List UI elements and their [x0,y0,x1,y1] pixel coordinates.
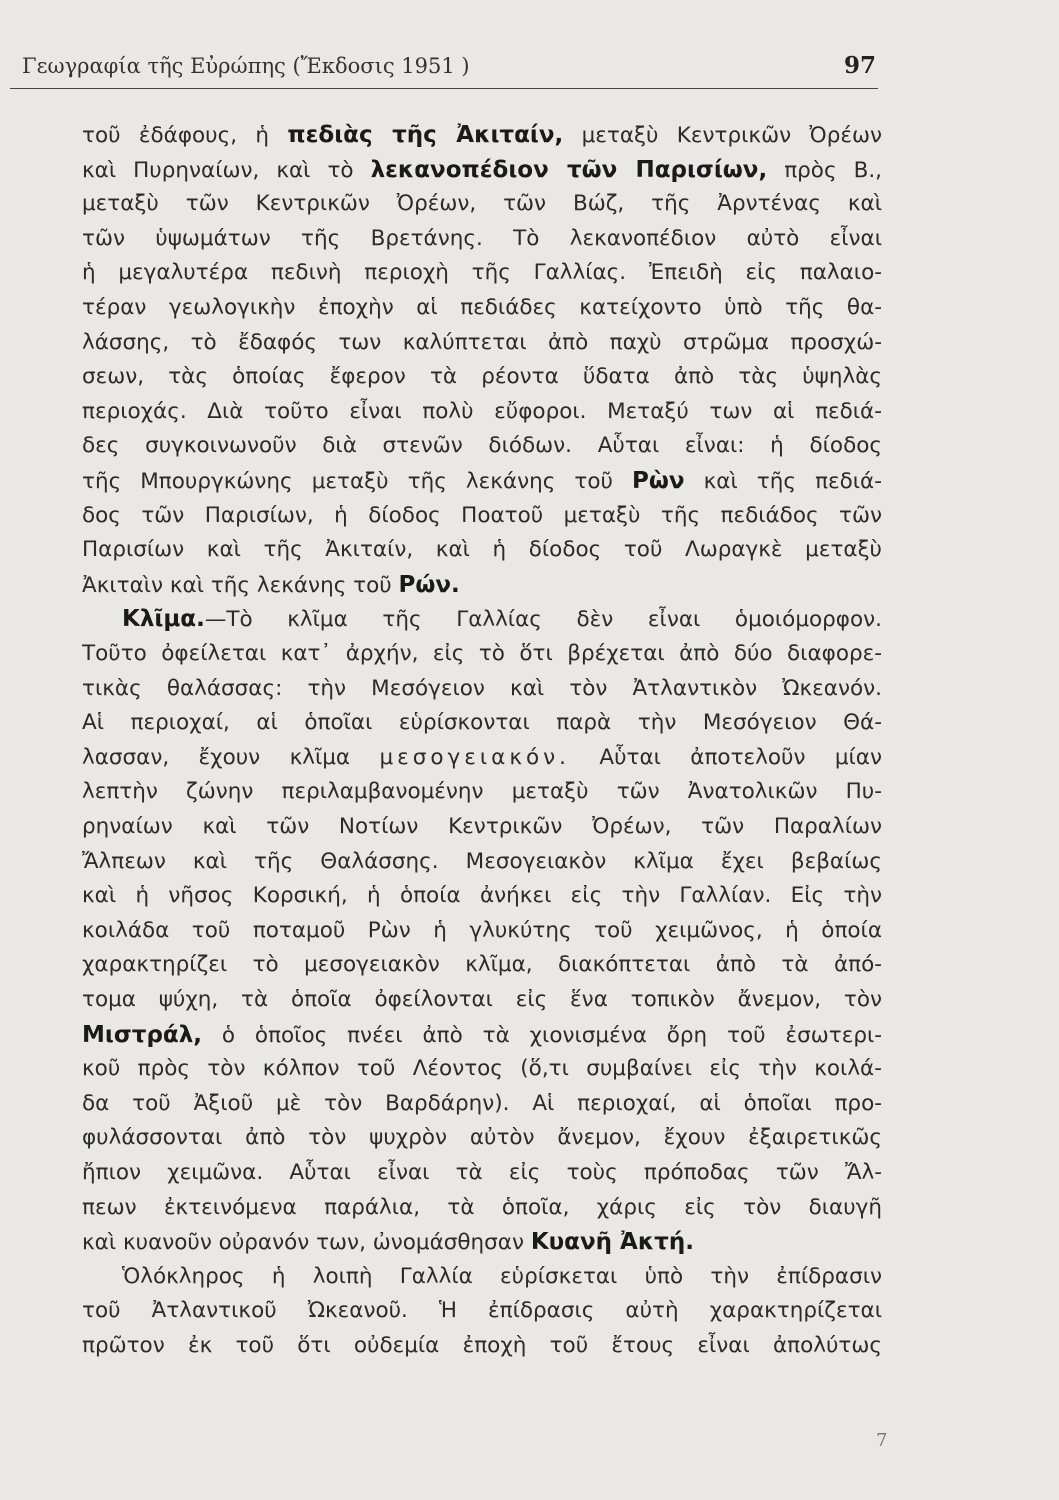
line-text: πρὸς Β., [767,157,882,183]
bold-term: Ρών. [398,571,460,598]
line-text: ἤπιον χειμῶνα. Αὗται εἶναι τὰ εἰς τοὺς πρόποδας τῶν Ἄλ- [82,1160,882,1185]
bold-term: Ρὼν [632,468,685,494]
text-line [82,983,882,1017]
text-line [82,118,882,152]
line-text: χαρακτηρίζει τὸ μεσογειακὸν κλῖμα, διακόπτεται ἀπὸ τὰ ἀπό- [82,952,882,978]
text-line [82,1156,882,1190]
line-text: περιοχάς. Διὰ τοῦτο εἶναι πολὺ εὔφοροι. Μεταξύ των αἱ πεδιά- [82,398,882,424]
page-number: 97 [843,52,876,79]
text-line [82,1121,882,1155]
line-text: δα τοῦ Ἀξιοῦ μὲ τὸν Βαρδάρην). Αἱ περιοχαί, αἱ ὁποῖαι προ- [82,1090,882,1116]
line-text: λασσαν, ἔχουν κλῖμα [82,744,380,770]
line-text: μεταξὺ τῶν Κεντρικῶν Ὀρέων, τῶν Βώζ, τῆς Ἀρντένας καὶ [82,191,882,217]
line-text: Αἱ περιοχαί, αἱ ὁποῖαι εὑρίσκονται παρὰ τὴν Μεσόγειον Θά- [82,710,882,736]
text-line [82,153,882,187]
text-line [82,187,882,221]
line-text: λάσσης, τὸ ἔδαφός των καλύπτεται ἀπὸ παχὺ στρῶμα προσχώ- [82,329,882,355]
line-text: τομα ψύχη, τὰ ὁποῖα ὀφείλονται εἰς ἕνα τοπικὸν ἄνεμον, τὸν [82,987,882,1012]
line-text: καὶ κυανοῦν οὐρανόν των, ὠνομάσθησαν [82,1230,531,1256]
line-text: καὶ Πυρηναίων, καὶ τὸ [82,157,371,183]
line-text: καὶ τῆς πεδιά- [684,469,882,494]
line-text: πεων ἐκτεινόμενα παράλια, τὰ ὁποῖα, χάρις εἰς τὸν διαυγῆ [82,1194,882,1220]
text-line [82,775,882,809]
line-text: τοῦ ἐδάφους, ἡ [82,123,288,148]
line-text: σεων, τὰς ὁποίας ἔφερον τὰ ρέοντα ὕδατα ἀπὸ τὰς ὑψηλὰς [82,364,882,390]
line-text: τικὰς θαλάσσας: τὴν Μεσόγειον καὶ τὸν Ἀτλαντικὸν Ὠκεανόν. [82,675,882,701]
text-line [82,948,882,982]
text-line [82,499,882,533]
line-text: τοῦ Ἀτλαντικοῦ Ὠκεανοῦ. Ἡ ἐπίδρασις αὐτὴ χαρακτηρίζεται [82,1298,882,1324]
text-line [82,1087,882,1121]
bold-term: λεκανοπέδιον τῶν Παρισίων, [370,156,768,183]
line-text: Αὗται ἀποτελοῦν μίαν [570,744,882,770]
line-text: Ὁλόκληρος ἡ λοιπὴ Γαλλία εὑρίσκεται ὑπὸ τὴν ἐπίδρασιν [122,1263,882,1289]
line-text: Ἀκιταὶν καὶ τῆς λεκάνης τοῦ [82,572,399,598]
text-line [82,810,882,844]
line-text: ρηναίων καὶ τῶν Νοτίων Κεντρικῶν Ὀρέων, τῶν Παραλίων [82,814,882,839]
text-line [82,914,882,948]
text-line [82,395,882,429]
text-line [82,1260,882,1294]
text-line [82,845,882,879]
text-line [82,637,882,671]
text-line [82,222,882,256]
line-text: λεπτὴν ζώνην περιλαμβανομένην μεταξὺ τῶν Ἀνατολικῶν Πυ- [82,779,882,805]
line-text: —Τὸ κλῖμα τῆς Γαλλίας δὲν εἶναι ὁμοιόμορφον. [204,607,882,633]
text-line [82,1329,882,1363]
line-text: κοιλάδα τοῦ ποταμοῦ Ρὼν ἡ γλυκύτης τοῦ χειμῶνος, ἡ ὁποία [82,917,882,943]
text-line [82,1294,882,1328]
spaced-term: μεσογειακόν. [379,744,571,770]
line-text: δος τῶν Παρισίων, ἡ δίοδος Ποατοῦ μεταξὺ τῆς πεδιάδος τῶν [82,502,882,528]
line-text: δες συγκοινωνοῦν διὰ στενῶν διόδων. Αὗται εἶναι: ἡ δίοδος [82,433,882,459]
text-line [82,568,882,602]
text-line [82,291,882,325]
line-text: τέραν γεωλογικὴν ἐποχὴν αἱ πεδιάδες κατείχοντο ὑπὸ τῆς θα- [82,295,882,320]
bold-term: Κυανῆ Ἀκτή. [530,1229,694,1256]
line-text: φυλάσσονται ἀπὸ τὸν ψυχρὸν αὐτὸν ἄνεμον, ἔχουν ἐξαιρετικῶς [82,1125,882,1151]
line-text: κοῦ πρὸς τὸν κόλπον τοῦ Λέοντος (ὅ,τι συμβαίνει εἰς τὴν κοιλά- [82,1056,882,1082]
running-head: Γεωγραφία τῆς Εὐρώπης (Ἔκδοσις 1951 ) [22,54,470,78]
text-line [82,464,882,498]
text-line [82,533,882,567]
text-line [82,1018,882,1052]
line-text: καὶ ἡ νῆσος Κορσική, ἡ ὁποία ἀνήκει εἰς τὴν Γαλλίαν. Εἰς τὴν [82,883,882,909]
line-text: ὁ ὁποῖος πνέει ἀπὸ τὰ χιονισμένα ὄρη τοῦ ἐσωτερι- [202,1022,882,1048]
line-text: Τοῦτο ὀφείλεται κατ᾽ ἀρχήν, εἰς τὸ ὅτι βρέχεται ἀπὸ δύο διαφορε- [82,641,882,666]
signature-mark: 7 [876,1430,888,1451]
line-text: Ἄλπεων καὶ τῆς Θαλάσσης. Μεσογειακὸν κλῖμα ἔχει βεβαίως [82,848,882,874]
text-line [82,1225,882,1259]
text-line [82,879,882,913]
line-text: πρῶτον ἐκ τοῦ ὅτι οὐδεμία ἐποχὴ τοῦ ἔτους εἶναι ἀπολύτως [82,1333,882,1358]
text-line [82,1191,882,1225]
text-line [82,602,882,636]
text-line [82,360,882,394]
line-text: ἡ μεγαλυτέρα πεδινὴ περιοχὴ τῆς Γαλλίας. Ἐπειδὴ εἰς παλαιο- [82,260,882,286]
bold-term: Μιστράλ, [82,1021,202,1048]
text-line [82,741,882,775]
text-line [82,672,882,706]
text-line [82,429,882,463]
line-text: τῆς Μπουργκώνης μεταξὺ τῆς λεκάνης τοῦ [82,469,633,494]
page-header [10,52,878,89]
text-line [82,706,882,740]
text-line [82,256,882,290]
text-line [82,326,882,360]
line-text: μεταξὺ Κεντρικῶν Ὀρέων [563,123,882,148]
text-line [82,1052,882,1086]
bold-term: Κλῖμα. [122,606,205,633]
line-text: τῶν ὑψωμάτων τῆς Βρετάνης. Τὸ λεκανοπέδιον αὐτὸ εἶναι [82,225,882,251]
bold-term: πεδιὰς τῆς Ἀκιταίν, [287,122,564,148]
line-text: Παρισίων καὶ τῆς Ἀκιταίν, καὶ ἡ δίοδος τοῦ Λωραγκὲ μεταξὺ [82,537,882,563]
